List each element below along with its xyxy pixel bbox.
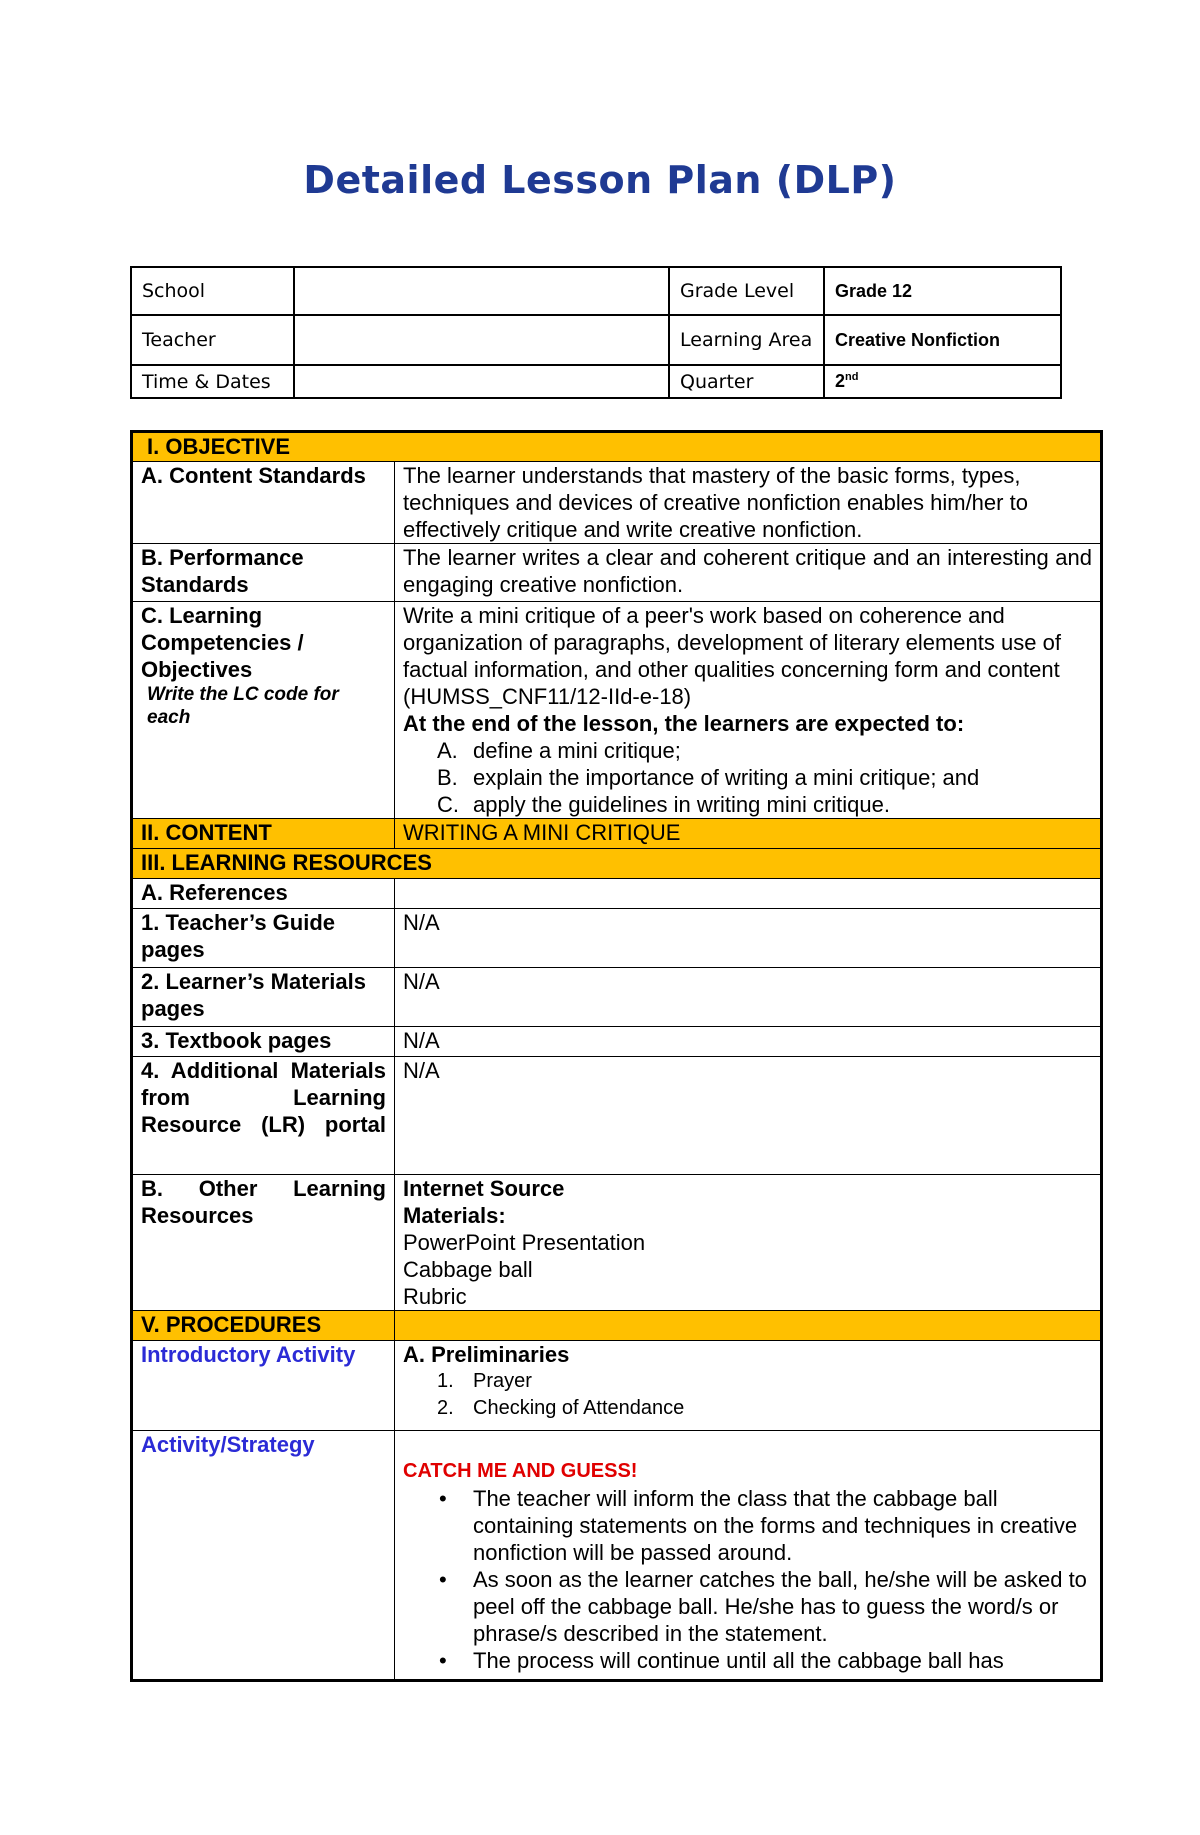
time-dates-label: Time & Dates: [131, 365, 294, 398]
activity-title: CATCH ME AND GUESS!: [403, 1460, 638, 1482]
page-title: Detailed Lesson Plan (DLP): [303, 158, 897, 202]
preliminaries-list: [403, 1368, 1092, 1422]
time-dates-value: [294, 365, 669, 398]
grade-level-value: Grade 12: [824, 267, 1061, 315]
grade-level-label: Grade Level: [669, 267, 824, 315]
textbook-label: 3. Textbook pages: [132, 1027, 395, 1057]
expected-lead: At the end of the lesson, the learners are expected to:: [403, 711, 965, 736]
textbook-value: N/A: [395, 1027, 1102, 1057]
list-item: Cabbage ball: [403, 1257, 533, 1282]
introductory-activity-label: Introductory Activity: [132, 1341, 395, 1431]
list-item: Rubric: [403, 1284, 467, 1309]
list-item: A. define a mini critique;: [437, 738, 681, 763]
quarter-suffix: nd: [845, 371, 859, 383]
activity-steps: [403, 1485, 1092, 1674]
learning-area-value: Creative Nonfiction: [824, 315, 1061, 365]
content-standards-label: A. Content Standards: [132, 462, 395, 544]
procedures-header: V. PROCEDURES: [132, 1311, 395, 1341]
other-resources-content: [395, 1175, 1102, 1311]
list-item: • The process will continue until all the cabbage ball has: [439, 1648, 1004, 1673]
learners-materials-value: N/A: [395, 968, 1102, 1027]
other-resources-label: B. Other Learning Resources: [132, 1175, 395, 1311]
additional-materials-label: 4. Additional Materials from Learning Resource (LR) portal: [132, 1057, 395, 1175]
preliminaries-content: [395, 1341, 1102, 1431]
teachers-guide-value: N/A: [395, 909, 1102, 968]
performance-standards-label: B. Performance Standards: [132, 544, 395, 602]
quarter-label: Quarter: [669, 365, 824, 398]
additional-materials-value: N/A: [395, 1057, 1102, 1175]
teacher-value: [294, 315, 669, 365]
content-topic: WRITING A MINI CRITIQUE: [395, 819, 1102, 849]
competencies-note: Write the LC code for each: [147, 684, 339, 728]
teacher-label: Teacher: [131, 315, 294, 365]
internet-source: Internet Source: [403, 1176, 565, 1201]
materials-label: Materials:: [403, 1203, 506, 1228]
quarter-number: 2: [835, 371, 846, 391]
quarter-value: [824, 365, 1061, 398]
references-value: [395, 879, 1102, 909]
competencies-text: Write a mini critique of a peer's work based on coherence and organization of paragraphs, development of literary elements use of factual information, and other qualities concerning form and content (HUMSS_CNF11/12-IId-e-18): [403, 603, 1061, 709]
activity-content: [395, 1431, 1102, 1681]
competencies-content: [395, 602, 1102, 819]
references-label: A. References: [132, 879, 395, 909]
lesson-plan-table: [130, 430, 1103, 1682]
resources-header: III. LEARNING RESOURCES: [132, 849, 1102, 879]
list-item: • The teacher will inform the class that the cabbage ball containing statements on the forms and techniques in creative nonfiction will be passed around.: [439, 1486, 1078, 1565]
learners-materials-label: 2. Learner’s Materials pages: [132, 968, 395, 1027]
school-value: [294, 267, 669, 315]
list-item: C. apply the guidelines in writing mini critique.: [437, 792, 890, 817]
competencies-label: C. Learning Competencies / Objectives: [141, 603, 304, 682]
list-item: B. explain the importance of writing a mini critique; and: [437, 765, 980, 790]
teachers-guide-label: 1. Teacher’s Guide pages: [132, 909, 395, 968]
learning-area-label: Learning Area: [669, 315, 824, 365]
list-item: 1. Prayer: [437, 1370, 532, 1392]
competencies-cell: [132, 602, 395, 819]
preliminaries-label: A. Preliminaries: [403, 1342, 570, 1367]
activity-spacer: [403, 1431, 1092, 1458]
expected-list: [403, 737, 1092, 818]
school-label: School: [131, 267, 294, 315]
content-header: II. CONTENT: [132, 819, 395, 849]
list-item: 2. Checking of Attendance: [437, 1397, 685, 1419]
activity-strategy-label: Activity/Strategy: [132, 1431, 395, 1681]
list-item: PowerPoint Presentation: [403, 1230, 646, 1255]
objective-header: I. OBJECTIVE: [132, 432, 1102, 462]
content-standards-text: The learner understands that mastery of the basic forms, types, techniques and devices of creative nonfiction enables him/her to effectively critique and write creative nonfiction.: [395, 462, 1102, 544]
procedures-header-blank: [395, 1311, 1102, 1341]
list-item: • As soon as the learner catches the ball, he/she will be asked to peel off the cabbage ball. He/she has to guess the word/s or phrase/s described in the statement.: [439, 1567, 1087, 1646]
header-info-table: [130, 266, 1062, 399]
performance-standards-text: The learner writes a clear and coherent critique and an interesting and engaging creative nonfiction.: [395, 544, 1102, 602]
